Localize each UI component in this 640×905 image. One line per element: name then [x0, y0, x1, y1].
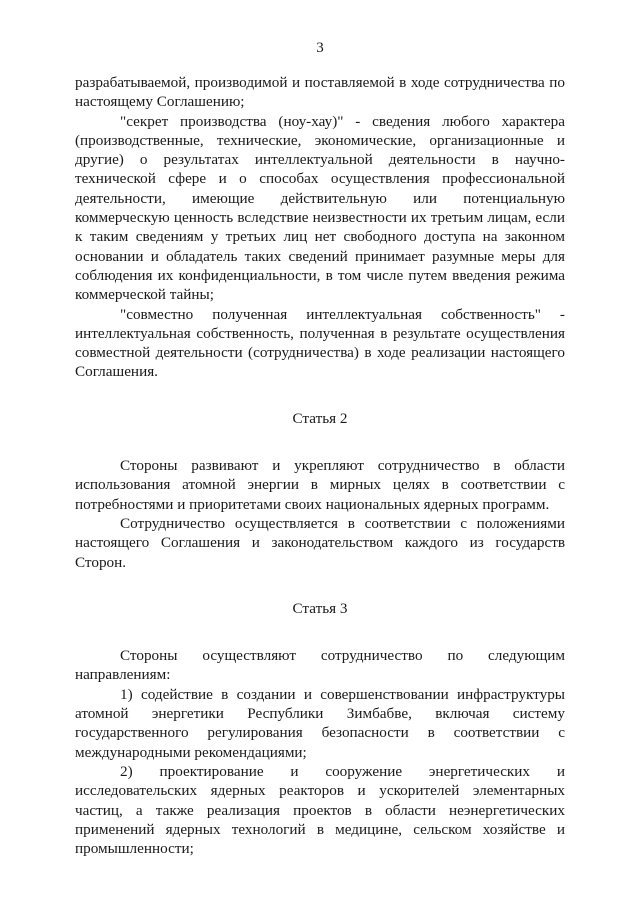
paragraph-know-how-definition: "секрет производства (ноу-хау)" - сведения любого характера (производственные, технические, экономические, организационные и другие) о результатах интеллектуальной деятельности в научно-технической сфере и о способах осуществления профессиональной деятельности, имеющие действительную или потенциальную коммерческую ценность вследствие неизвестности их третьим лицам, если к таким сведениям у третьих лиц нет свободного доступа на законном основании и обладатель таких сведений принимает разумные меры для соблюдения их конфиденциальности, в том числе путем введения режима коммерческой тайны; — [75, 112, 565, 304]
document-body — [75, 73, 565, 858]
article-3-heading: Статья 3 — [292, 599, 348, 617]
article-3-item-1: 1) содействие в создании и совершенствовании инфраструктуры атомной энергетики Республики Зимбабве, включая систему государственного регулирования безопасности в соответствии с международными рекомендациями; — [75, 685, 565, 761]
article-3-item-2: 2) проектирование и сооружение энергетических и исследовательских ядерных реакторов и ускорителей элементарных частиц, а также реализация проектов в области неэнергетических применений ядерных технологий в медицине, сельском хозяйстве и промышленности; — [75, 762, 565, 858]
paragraph-continuation: разрабатываемой, производимой и поставляемой в ходе сотрудничества по настоящему Соглашению; — [75, 74, 565, 111]
article-2-heading: Статья 2 — [292, 409, 348, 427]
page-number: 3 — [316, 40, 324, 56]
article-3-paragraph-intro: Стороны осуществляют сотрудничество по следующим направлениям: — [75, 647, 565, 684]
paragraph-joint-ip-definition: "совместно полученная интеллектуальная собственность" - интеллектуальная собственность, полученная в результате осуществления совместной деятельности (сотрудничества) в ходе реализации настоящего Соглашения. — [75, 305, 565, 381]
article-2-paragraph-1: Стороны развивают и укрепляют сотрудничество в области использования атомной энергии в мирных целях в соответствии с потребностями и приоритетами своих национальных ядерных программ. — [75, 457, 565, 513]
article-2-paragraph-2: Сотрудничество осуществляется в соответствии с положениями настоящего Соглашения и законодательством каждого из государств Сторон. — [75, 514, 565, 571]
